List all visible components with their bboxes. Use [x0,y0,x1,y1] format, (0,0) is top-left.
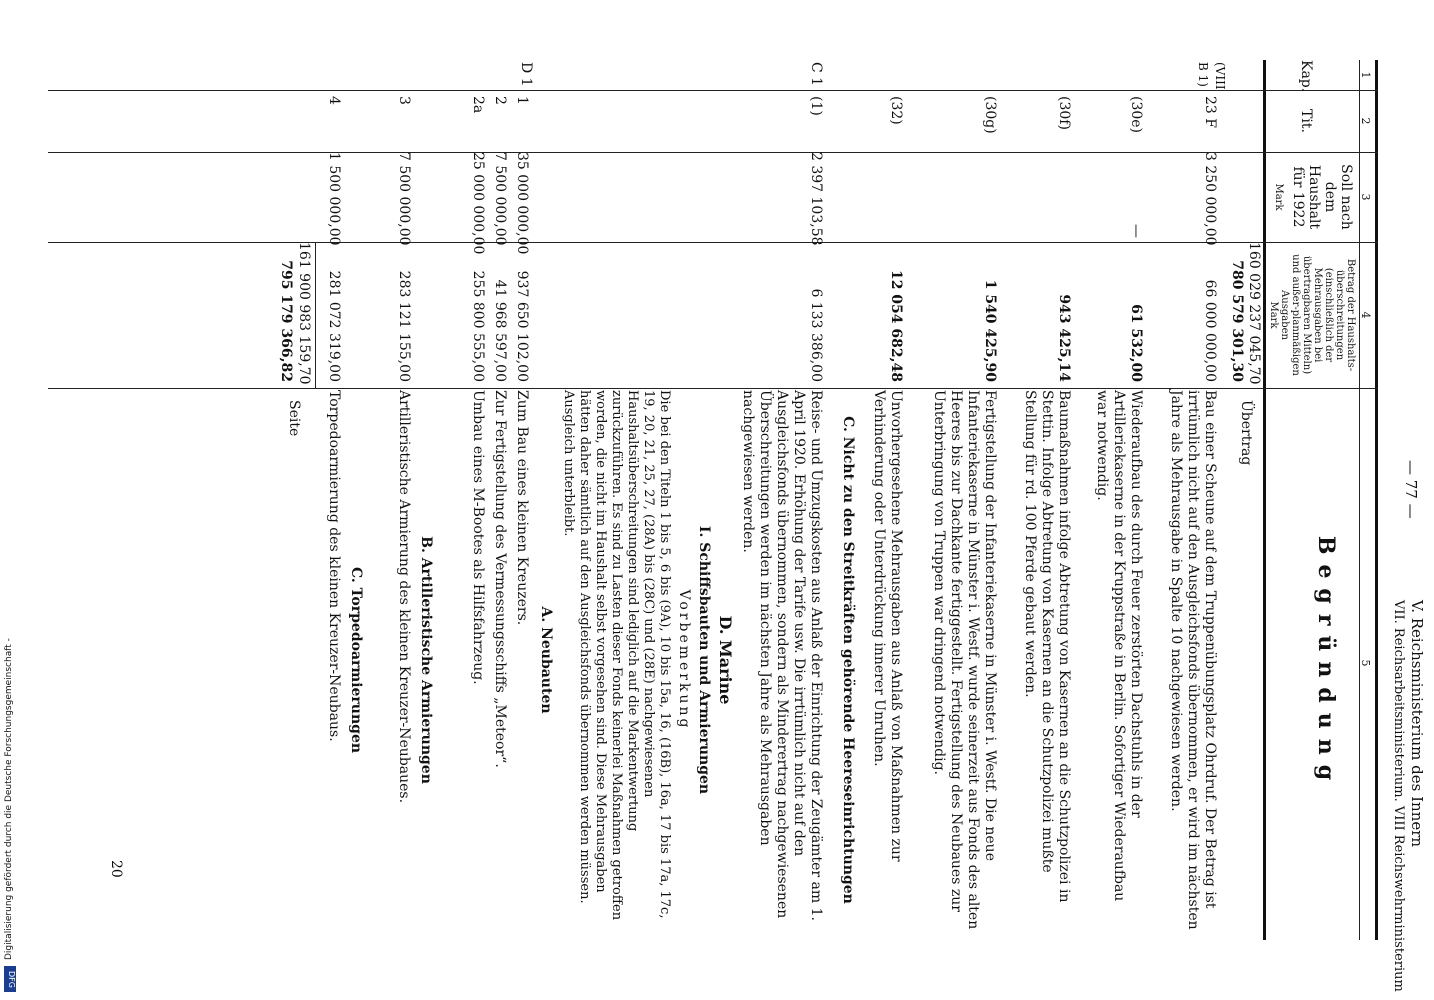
row-1-soll: — [1128,224,1144,238]
d-row-1-text: Zur Fertigstellung des Vermessungsschiffs „Meteor“. [492,390,508,768]
d-row-3-betrag: 283 121 155,00 [396,270,412,382]
header-soll-unit: Mark [1273,183,1284,211]
row-4-tit: (32) [888,96,904,125]
section-c-heading: C. Nicht zu den Streitkräften gehörende Heereseinrichtungen [840,416,856,904]
d-row-1-tit: 2 [492,96,508,105]
d-row-4-tit: 4 [326,96,342,105]
colnum-3: 3 [1359,193,1372,201]
d-row-3-tit: 3 [396,96,412,105]
d-row-0-soll: 35 000 000,00 [514,152,530,255]
footer-page-number: 20 [108,860,124,878]
row-3-betrag: 1 540 425,90 [982,279,998,382]
dfg-logo: DFG [4,966,16,992]
row-0-text: Bau einer Scheune auf dem Truppenübungsplatz Ohrdruf. Der Betrag ist irrtümlich nicht auf den Ausgleichsfonds übernommen, er wird im nächsten Jahre als Mehrausgabe in Spalte 10 nachgewiesen werden. [1168,390,1218,930]
page-number: — 77 — [1402,460,1420,519]
row-1-text: Wiederaufbau des durch Feuer zerstörten Dachstuhls in der Artilleriekaserne in der Kruppstraße in Berlin. Sofortiger Wiederaufbau war notwendig. [1094,390,1144,902]
row-1-tit: (30e) [1128,96,1144,134]
total-amount-2: 795 179 366,82 [278,260,294,382]
col-rule-1 [48,90,1378,91]
ministry-line-2: VII. Reichsarbeitsministerium. VIII Reichswehrministerium [1391,600,1406,992]
colnum-1: 1 [1359,71,1372,79]
digitization-credit: Digitalisierung gefördert durch die Deutsche Forschungsgemeinschaft - [4,638,14,960]
carry-label: Übertrag [1238,400,1254,466]
row-0-tit: 23 F [1202,96,1218,128]
col-rule-2 [48,152,1378,153]
section-d-sub-a: A. Neubauten [538,606,554,714]
header-tit: Tit. [1298,109,1314,133]
header-kap: Kap. [1298,60,1314,93]
section-c-soll: 2 397 103,58 [808,152,824,246]
header-soll: Soll nach dem Haushalt für 1922 [1290,164,1354,230]
section-c-text: Reise- und Umzugskosten aus Anlaß der Einrichtung der Zeugämter am 1. April 1920. Erhöhung der Tarife usw. Die irrtümlich nicht auf den Ausgleichsfonds übernommen, sondern als Minderertrag nachgewiesenen Überschreitungen werden im nächsten Jahre als Mehrausgaben nachgewiesen werden. [740,390,824,921]
section-c-kap: C 1 [808,62,824,87]
row-0-kap: (VIII B 1) [1196,62,1227,90]
ministry-line-1: V. Reichsministerium des Innern [1408,600,1426,848]
d-row-4-betrag: 281 072 319,00 [326,270,342,382]
d-row-2-betrag: 255 800 555,00 [470,270,486,382]
d-row-0-tit: 1 [514,96,530,105]
row-2-text: Baumaßnahmen infolge Abtretung von Kasernen an die Schutzpolizei in Stettin. Infolge Abtretung von Kasernen an die Schutzpolizei mußte Stellung für rd. 100 Pferde gebaut werden. [1022,390,1072,903]
section-d-sub1: I. Schiffsbauten und Armierungen [696,525,712,795]
col-rule-4 [48,388,1378,389]
header-betrag-unit: Mark [1268,301,1279,329]
header-betrag: Betrag der Haushalts-überschreitungen (einschließlich der Mehrausgaben bei übertragbaren Mitteln) und außer-planmäßigen Ausgaben [1279,254,1356,376]
d-row-3-soll: 7 500 000,00 [396,152,412,246]
d-row-2-soll: 25 000 000,00 [470,152,486,255]
section-d-sub-b: B. Artilleristische Armierungen [418,536,434,784]
carry-amount-2: 780 579 301,30 [1229,260,1245,382]
total-label: Seite [286,400,302,437]
col-rule-3 [48,242,1378,243]
header-begruendung: Begründung [1313,535,1339,791]
row-3-tit: (30g) [982,96,998,134]
header-rule [1263,60,1266,940]
row-0-soll: 3 250 000,00 [1202,152,1218,246]
colnum-2: 2 [1359,117,1372,125]
section-d-sub-c: C. Torpedoarmierungen [348,566,364,754]
section-d-heading: D. Marine [716,615,735,705]
d-row-1-betrag: 41 968 597,00 [492,279,508,382]
total-amount-1: 161 900 983 159,70 [296,242,312,385]
section-d-remark-title: Vorbemerkung [676,589,692,731]
d-row-2-text: Umbau eines M-Bootes als Hilfsfahrzeug. [470,390,486,685]
d-row-0-betrag: 937 650 102,00 [514,270,530,382]
row-3-text: Fertigstellung der Infanteriekaserne in Münster i. Westf. Die neue Infanteriekaserne in Münster i. Westf. wurde seinerzeit aus Fonds des alten Heeres bis zur Dachkante fertiggestellt. Fertigstellung des Neubaues zur Unterbringung von Truppen war dringend notwendig. [931,390,998,930]
row-1-betrag: 61 532,00 [1128,304,1144,382]
top-rule [1375,60,1378,940]
carry-amount-1: 160 029 237 045,70 [1246,242,1262,385]
row-4-betrag: 12 054 682,48 [888,269,904,382]
section-c-betrag: 6 133 386,00 [808,288,824,382]
row-0-betrag: 66 000 000,00 [1202,279,1218,382]
row-2-tit: (30f) [1056,96,1072,130]
d-row-0-text: Zum Bau eines kleinen Kreuzers. [514,390,530,626]
section-c-tit: (1) [808,96,824,116]
d-row-3-text: Artilleristische Armierung des kleinen Kreuzer-Neubaues. [396,390,412,804]
section-d-remark: Die bei den Titeln 1 bis 5, 6 bis (9A), 10 bis 15a, 16, (16B), 16a, 17 bis 17a, 17c, 19, 20, 21, 25, 27, (28A) bis (28C) und (28E) nachgewiesenen Haushaltsüberschreitungen sind lediglich auf die Markentwertung zurückzuführen. Es sind zu Lasten dieser Fonds keinerlei Maßnahmen getroffen worden, die nicht im Haushalt selbst vorgesehen sind. Diese Mehrausgaben hätten daher sämtlich auf den Ausgleichsfonds übernommen werden müssen. Ausgleich unterbleibt. [561,390,672,921]
d-row-4-soll: 1 500 000,00 [326,152,342,246]
row-2-betrag: 943 425,14 [1056,294,1072,382]
row-4-text: Unvorhergesehene Mehrausgaben aus Anlaß von Maßnahmen zur Verhinderung oder Unterdrückung innerer Unruhen. [871,390,904,862]
d-row-2-tit: 2a [470,96,486,114]
colnum-5: 5 [1359,659,1372,667]
section-d-kap: D 1 [518,62,534,87]
total-rule [315,242,316,388]
d-row-4-text: Torpedoarmierung des kleinen Kreuzer-Neubaus. [326,390,342,742]
d-row-1-soll: 7 500 000,00 [492,152,508,246]
colnum-4: 4 [1359,311,1372,319]
